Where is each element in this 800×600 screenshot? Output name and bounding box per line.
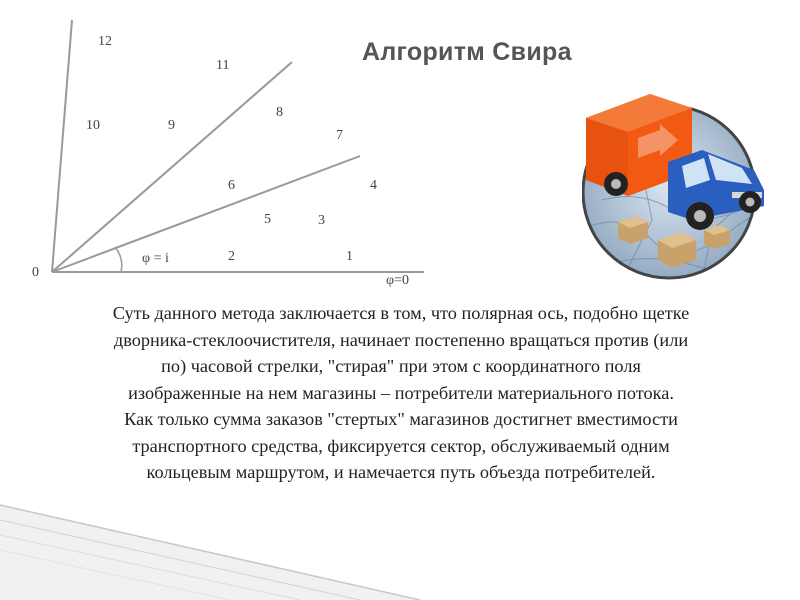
- point-label: 2: [228, 249, 235, 264]
- point-label: 10: [86, 118, 100, 133]
- description-line: Как только сумма заказов "стертых" магазинов достигнет вместимости: [124, 409, 678, 429]
- point-label: 12: [98, 34, 112, 49]
- point-label: 4: [370, 178, 377, 193]
- point-label: 6: [228, 178, 235, 193]
- point-label: 11: [216, 58, 230, 73]
- point-label: 8: [276, 105, 283, 120]
- point-label: 1: [346, 249, 353, 264]
- point-label: 7: [336, 128, 343, 143]
- angle-label: φ = i: [142, 251, 169, 266]
- description-line: изображенные на нем магазины – потребители материального потока.: [128, 382, 674, 403]
- point-label: 5: [264, 212, 271, 227]
- slide-title: Алгоритм Свира: [362, 38, 572, 66]
- description-line: по) часовой стрелки, "стирая" при этом с координатного поля: [161, 356, 641, 376]
- point-label: 3: [318, 213, 325, 228]
- description-line: Суть данного метода заключается в том, что полярная ось, подобно щетке: [112, 303, 690, 323]
- origin-label: 0: [32, 265, 39, 280]
- description-line: дворника-стеклоочистителя, начинает постепенно вращаться против (или: [113, 329, 689, 350]
- description-line: кольцевым маршрутом, и намечается путь объезда потребителей.: [146, 462, 656, 482]
- description-line: транспортного средства, фиксируется сектор, обслуживаемый одним: [132, 435, 670, 456]
- point-label: 9: [168, 118, 175, 133]
- axis-label: φ=0: [386, 273, 409, 288]
